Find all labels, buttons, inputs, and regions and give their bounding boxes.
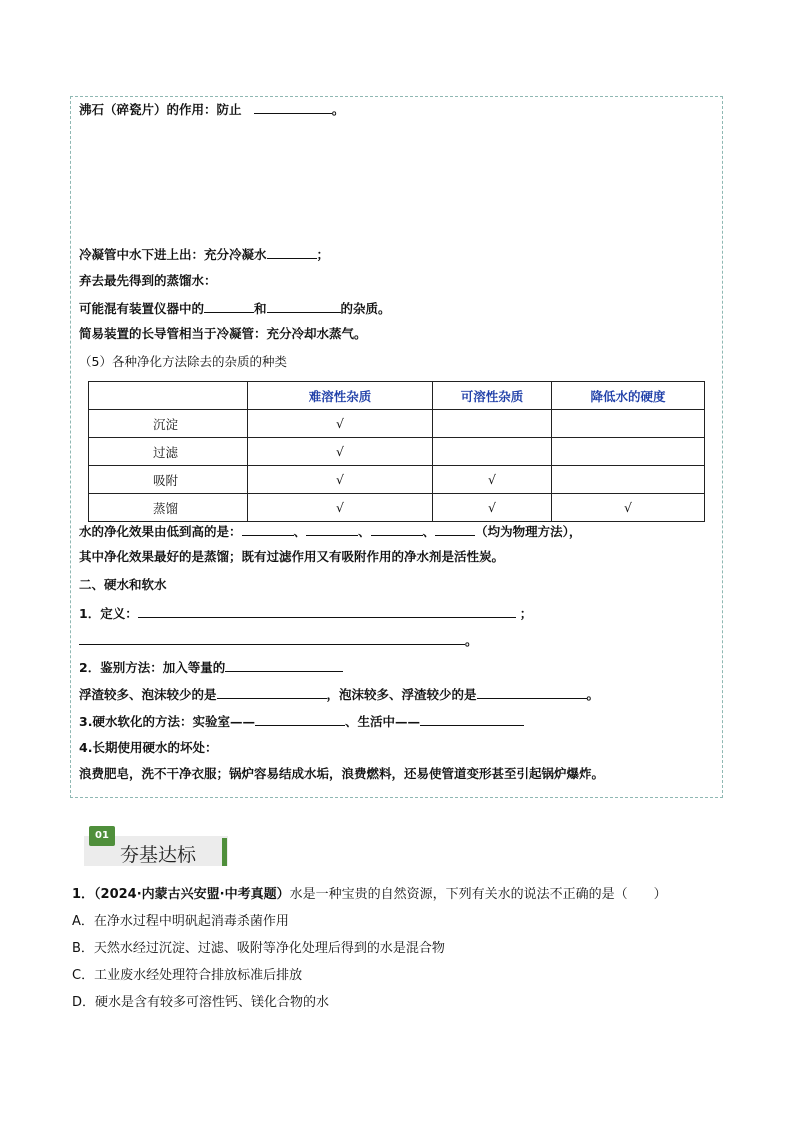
definition-line-2 xyxy=(79,632,478,649)
question-text: 水是一种宝贵的自然资源，下列有关水的说法不正确的是（ ） xyxy=(289,887,667,902)
punct: ； xyxy=(316,247,330,262)
table-row xyxy=(89,410,705,438)
table-row xyxy=(89,466,705,494)
section-header-bar xyxy=(222,838,227,866)
method-cell: 吸附 xyxy=(89,466,248,494)
answer-blank[interactable] xyxy=(204,300,254,313)
impurity-end: 的杂质。 xyxy=(340,301,391,316)
definition-line xyxy=(79,605,532,622)
effect-order-end: （均为物理方法）， xyxy=(475,524,582,539)
check-cell: √ xyxy=(248,410,433,438)
effect-order-line xyxy=(79,523,581,540)
sep: 、 xyxy=(358,524,371,539)
impurity-text: 可能混有装置仪器中的 xyxy=(79,301,205,316)
check-cell: √ xyxy=(248,438,433,466)
best-method-line: 其中净化效果最好的是蒸馏；既有过滤作用又有吸附作用的净水剂是活性炭。 xyxy=(79,549,505,564)
answer-blank[interactable] xyxy=(371,523,423,536)
identify-result-text: 浮渣较多、泡沫较少的是 xyxy=(79,687,217,702)
soften-line xyxy=(79,713,524,730)
answer-blank[interactable] xyxy=(435,523,475,536)
table-header: 可溶性杂质 xyxy=(433,382,552,410)
answer-blank[interactable] xyxy=(267,300,341,313)
section-badge: 01 xyxy=(89,826,115,846)
boiling-chip-line xyxy=(79,101,344,118)
punct: 。 xyxy=(586,687,600,702)
identify-result-text: ，泡沫较多、浮渣较少的是 xyxy=(326,687,477,702)
answer-blank[interactable] xyxy=(138,605,516,618)
question-number: 1． xyxy=(72,887,95,902)
impurity-line xyxy=(79,300,391,317)
discard-first-line: 弃去最先得到的蒸馏水： xyxy=(79,273,217,288)
question-source: （2024·内蒙古兴安盟·中考真题） xyxy=(94,887,290,902)
impurity-and: 和 xyxy=(254,301,267,316)
identify-line xyxy=(79,659,343,676)
method-cell: 过滤 xyxy=(89,438,248,466)
table-header: 难溶性杂质 xyxy=(248,382,433,410)
identify-result-line xyxy=(79,686,599,703)
boiling-chip-text: 沸石（碎瓷片）的作用：防止 xyxy=(79,102,242,117)
answer-blank[interactable] xyxy=(267,246,317,259)
condenser-text: 冷凝管中水下进上出：充分冷凝水 xyxy=(79,247,267,262)
simple-device-line: 简易装置的长导管相当于冷凝管：充分冷却水蒸气。 xyxy=(79,326,367,341)
answer-blank[interactable] xyxy=(254,101,332,114)
option-d[interactable]: D．硬水是含有较多可溶性钙、镁化合物的水 xyxy=(72,995,330,1010)
check-cell xyxy=(433,410,552,438)
section-title: 夯基达标 xyxy=(120,844,197,866)
check-cell: √ xyxy=(433,466,552,494)
section2-title: 二、硬水和软水 xyxy=(79,577,167,592)
sep: 、 xyxy=(293,524,307,539)
check-cell: √ xyxy=(248,494,433,522)
check-cell xyxy=(552,438,705,466)
table-header: 降低水的硬度 xyxy=(552,382,705,410)
option-a[interactable]: A．在净水过程中明矾起消毒杀菌作用 xyxy=(72,914,289,929)
table-row xyxy=(89,438,705,466)
purification-table xyxy=(88,381,705,522)
check-cell xyxy=(552,466,705,494)
check-cell: √ xyxy=(433,494,552,522)
question-stem xyxy=(72,883,667,902)
answer-blank[interactable] xyxy=(242,523,294,536)
option-c[interactable]: C．工业废水经处理符合排放标准后排放 xyxy=(72,968,303,983)
check-cell xyxy=(552,410,705,438)
table-row xyxy=(89,494,705,522)
check-cell xyxy=(433,438,552,466)
check-cell: √ xyxy=(552,494,705,522)
table-header-row xyxy=(89,382,705,410)
answer-blank[interactable] xyxy=(217,686,327,699)
harm-text: 浪费肥皂，洗不干净衣服；锅炉容易结成水垢，浪费燃料，还易使管道变形甚至引起锅炉爆炸。 xyxy=(79,766,605,781)
soften-text: 3.硬水软化的方法：实验室—— xyxy=(79,714,255,729)
harm-label: 4.长期使用硬水的坏处： xyxy=(79,740,218,755)
effect-order-text: 水的净化效果由低到高的是： xyxy=(79,524,242,539)
answer-blank[interactable] xyxy=(255,713,345,726)
definition-label: 1．定义： xyxy=(79,606,138,621)
answer-blank[interactable] xyxy=(477,686,587,699)
answer-blank[interactable] xyxy=(225,659,343,672)
answer-blank[interactable] xyxy=(79,632,465,645)
punct: 。 xyxy=(331,102,345,117)
table-header xyxy=(89,382,248,410)
option-b[interactable]: B．天然水经过沉淀、过滤、吸附等净化处理后得到的水是混合物 xyxy=(72,941,445,956)
method-cell: 蒸馏 xyxy=(89,494,248,522)
answer-blank[interactable] xyxy=(420,713,524,726)
soften-text: 、生活中—— xyxy=(344,714,420,729)
punct: 。 xyxy=(465,633,478,648)
section5-title: （5）各种净化方法除去的杂质的种类 xyxy=(79,354,287,369)
answer-blank[interactable] xyxy=(306,523,358,536)
method-cell: 沉淀 xyxy=(89,410,248,438)
check-cell: √ xyxy=(248,466,433,494)
punct: ； xyxy=(519,606,533,621)
condenser-line xyxy=(79,246,329,263)
identify-label: 2．鉴别方法：加入等量的 xyxy=(79,660,226,675)
sep: 、 xyxy=(422,524,436,539)
